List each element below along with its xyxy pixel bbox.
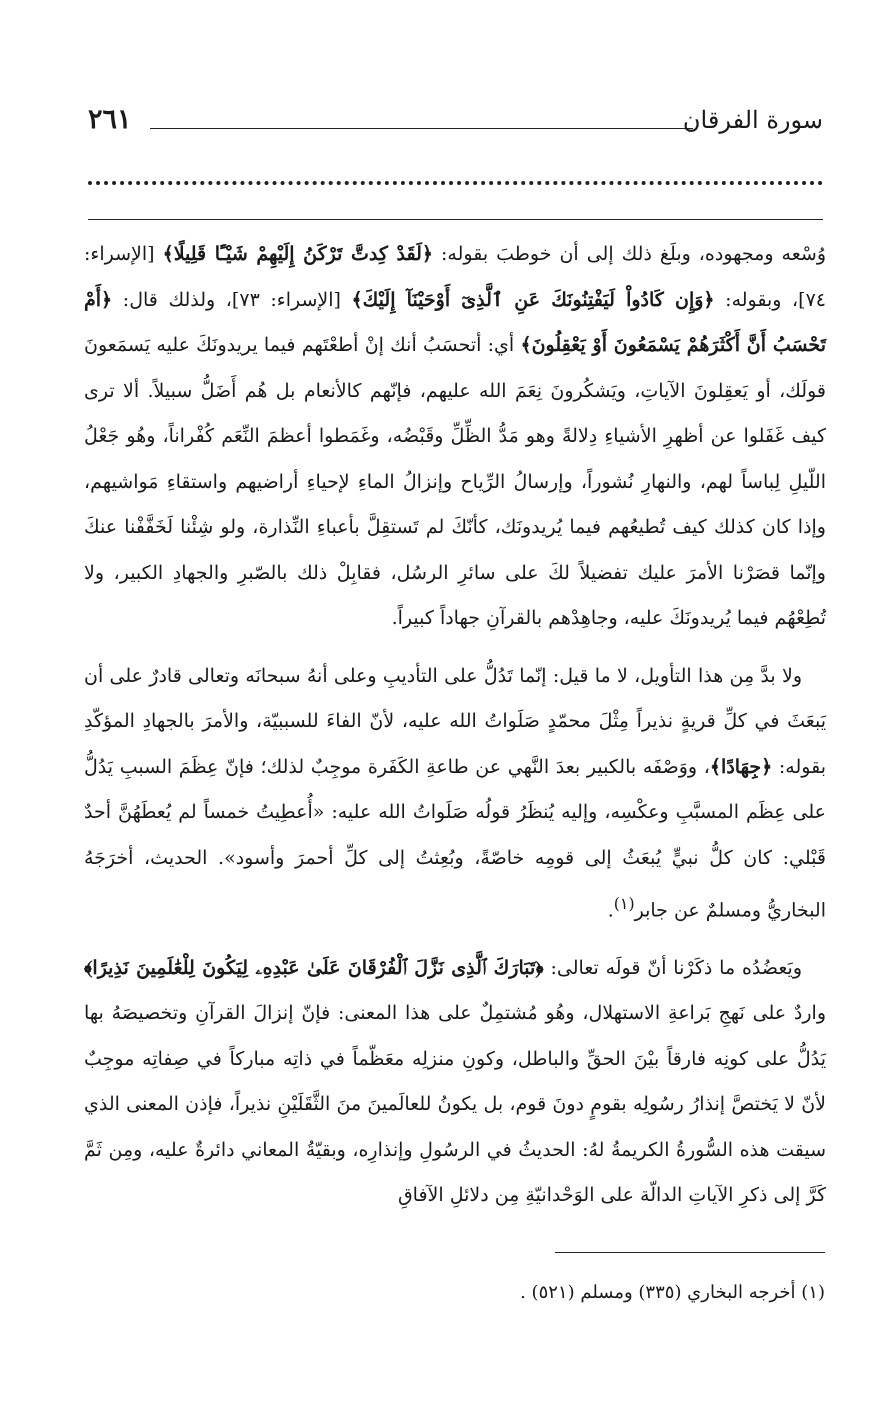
- header-rule: [150, 128, 693, 129]
- paragraph-text: أي: أتحسَبُ أنك إنْ أطعْتَهم فيما يريدونَكَ عليه يَسمَعونَ قولَك، أو يَعقِلونَ الآياتِ، ويَشكُرونَ نِعَمَ الله عليهم، فإنّهم كالأنعام بل هُم أَضَلُّ سبيلاً. ألا ترى كيف غَفَلوا عن أظهرِ الأشياءِ دِلالةً وهو مَدُّ الظِّلِّ وقَبْضُه، وغَمَطوا أعظمَ النِّعَم كُفْراناً، وهُو جَعْلُ اللّيلِ لِباساً لهم، والنهارِ نُشوراً، وإرسالُ الرِّياح وإنزالُ الماءِ لإحياءِ أراضيهم واستقاءِ مَواشيهم، وإذا كان كذلك كيف تُطيعُهم فيما يُريدونَك، كأنّكَ لم تَستقِلَّ بأعباءِ النِّذارة، ولو شِئْنا لَخَفَّفْنا عنكَ وإنّما قصَرْنا الأمرَ عليك تفضيلاً لكَ على سائرِ الرسُل، فقابِلْ ذلك بالصّبرِ والجهادِ الكبير، ولا تُطِعْهُم فيما يُريدونَكَ عليه، وجاهِدْهم بالقرآنِ جهاداً كبيراً.: [84, 334, 826, 629]
- footnote-rule: [555, 1252, 825, 1253]
- paragraph-text: ولا بدَّ مِن هذا التأويل، لا ما قيل: إنّما تَدُلُّ على التأديبِ وعلى أنهُ سبحانَه وتعالى قادرٌ على أن يَبعَثَ في كلِّ قريةٍ نذيراً مِثْلَ محمّدٍ صَلَواتُ الله عليه، لأنّ الفاءَ للسببيّة، والأمرَ بالجهادِ المؤكّدِ بقوله:: [84, 664, 826, 778]
- paragraph-1: [84, 232, 826, 642]
- paragraph-2: [84, 654, 826, 934]
- main-text: [84, 232, 826, 1219]
- paragraph-text: [الإسراء: ٧٤]، وبقوله:: [84, 243, 826, 311]
- dotted-separator: [88, 181, 823, 199]
- paragraph-text: واردٌ على نَهجِ بَراعةِ الاستهلال، وهُو مُشتمِلٌ على هذا المعنى: فإنّ إنزالَ القرآنِ وتخصيصَهُ بها يَدُلُّ على كونِه فارقاً بيْنَ الحقِّ والباطل، وكونِ منزلِه معَظّماً في ذاتِه مباركاً في صِفاتِه موجِبٌ لأنّ لا يَختصَّ إنذارُ رسُولِه بقومٍ دونَ قوم، بل يكونُ للعالَمينَ منَ الثَّقَلَيْنِ نذيراً، فإذن المعنى الذي سيقت هذه السُّورةُ الكريمةُ لهُ: الحديثُ في الرسُولِ وإنذارِه، وبقيّةُ المعاني دائرةٌ عليه، ومِن ثَمَّ كَرَّ إلى ذكرِ الآياتِ الدالّة على الوَحْدانيّةِ مِن دلائلِ الآفاقِ: [84, 1002, 826, 1207]
- paragraph-text: [الإسراء: ٧٣]، ولذلك قال:: [112, 288, 352, 311]
- paragraph-3: [84, 946, 826, 1219]
- quran-verse: ﴿أَمْ تَحْسَبُ أَنَّ أَكْثَرَهُمْ يَسْمَعُونَ أَوْ يَعْقِلُونَ﴾: [84, 288, 826, 356]
- surah-title: سورة الفرقان: [682, 106, 823, 134]
- quran-verse: ﴿لَقَدْ كِدتَّ تَرْكَنُ إِلَيْهِمْ شَيْـًٔا قَلِيلًا﴾: [162, 243, 433, 265]
- paragraph-text: ويَعضُدُه ما ذكَرْنا أنّ قولَه تعالى:: [543, 956, 802, 979]
- paragraph-text: وُسْعه ومجهوده، وبلَغ ذلك إلى أن خوطبَ بقوله:: [433, 243, 826, 265]
- footnote: (١) أخرجه البخاري (٣٣٥) ومسلم (٥٢١) .: [520, 1282, 825, 1303]
- quran-verse: ﴿وَإِن كَادُواْ لَيَفْتِنُونَكَ عَنِ ٱلَّذِىٓ أَوْحَيْنَآ إِلَيْكَ﴾: [351, 288, 715, 311]
- top-rule: [88, 219, 823, 220]
- running-header: [88, 100, 823, 144]
- quran-verse: ﴿تَبَارَكَ ٱلَّذِى نَزَّلَ ٱلْفُرْقَانَ عَلَىٰ عَبْدِهِۦ لِيَكُونَ لِلْعَٰلَمِينَ نَذِيرًا﴾: [84, 956, 544, 979]
- page-number: ٢٦١: [88, 104, 132, 135]
- footnote-reference[interactable]: (١): [613, 894, 635, 913]
- paragraph-text: ، ووَصْفَه بالكبير بعدَ النَّهي عن طاعةِ الكَفَرة موجِبٌ لذلك؛ فإنّ عِظَمَ السببِ يَدُلُّ على عِظَم المسبَّبِ وعكْسِه، وإليه يُنظَرُ قولُه صَلَواتُ الله عليه: «أُعطِيتُ خمساً لم يُعطَهُنَّ أحدٌ قَبْلي: كان كلُّ نبيٍّ يُبعَثُ إلى قومِه خاصّةً، وبُعِثتُ إلى كلِّ أحمرَ وأسود». الحديث، أخرَجَهُ البخاريُّ ومسلمٌ عن جابر: [84, 755, 826, 922]
- paragraph-text: .: [607, 899, 614, 922]
- quran-verse: ﴿جِهَادًا﴾: [709, 755, 773, 778]
